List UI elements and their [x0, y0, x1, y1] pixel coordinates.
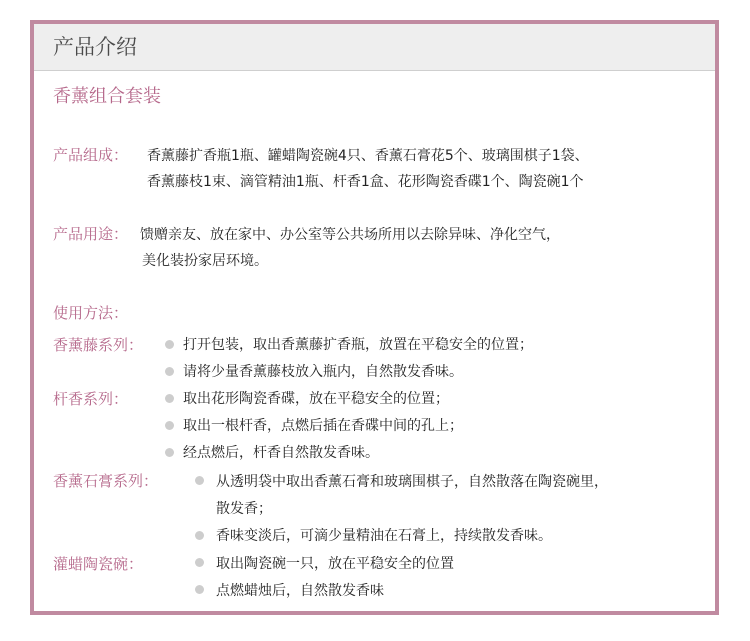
- product-intro-panel: [30, 20, 719, 615]
- method-step: 经点燃后，杆香自然散发香味。: [183, 445, 379, 461]
- bullet-icon: [195, 558, 204, 567]
- usage-line: 馈赠亲友、放在家中、办公室等公共场所用以去除异味、净化空气，: [140, 227, 560, 243]
- bullet-icon: [165, 394, 174, 403]
- method-step: 点燃蜡烛后，自然散发香味: [216, 583, 384, 599]
- series-label: 香薰藤系列：: [53, 336, 144, 354]
- composition-label: 产品组成：: [53, 146, 129, 164]
- header-bar: [34, 24, 715, 71]
- method-step: 散发香；: [216, 501, 272, 517]
- method-label: 使用方法：: [53, 304, 129, 322]
- method-step: 取出一根杆香，点燃后插在香碟中间的孔上；: [183, 418, 463, 434]
- bullet-icon: [195, 585, 204, 594]
- bullet-icon: [165, 421, 174, 430]
- method-step: 请将少量香薰藤枝放入瓶内，自然散发香味。: [183, 364, 463, 380]
- series-label: 香薰石膏系列：: [53, 472, 159, 490]
- composition-line: 香薰藤枝1束、滴管精油1瓶、杆香1盒、花形陶瓷香碟1个、陶瓷碗1个: [147, 174, 584, 190]
- method-step: 打开包装，取出香薰藤扩香瓶，放置在平稳安全的位置；: [183, 337, 533, 353]
- method-step: 取出陶瓷碗一只，放在平稳安全的位置: [216, 556, 454, 572]
- product-subtitle: 香薰组合套装: [53, 86, 161, 107]
- method-step: 从透明袋中取出香薰石膏和玻璃围棋子，自然散落在陶瓷碗里，: [216, 474, 608, 490]
- usage-line: 美化装扮家居环境。: [142, 253, 268, 269]
- bullet-icon: [165, 340, 174, 349]
- series-label: 杆香系列：: [53, 390, 129, 408]
- method-step: 取出花形陶瓷香碟，放在平稳安全的位置；: [183, 391, 449, 407]
- usage-label: 产品用途：: [53, 225, 129, 243]
- composition-line: 香薰藤扩香瓶1瓶、罐蜡陶瓷碗4只、香薰石膏花5个、玻璃围棋子1袋、: [147, 148, 589, 164]
- bullet-icon: [195, 476, 204, 485]
- bullet-icon: [165, 448, 174, 457]
- bullet-icon: [195, 531, 204, 540]
- bullet-icon: [165, 367, 174, 376]
- method-step: 香味变淡后，可滴少量精油在石膏上，持续散发香味。: [216, 528, 552, 544]
- header-title: 产品介绍: [53, 35, 137, 59]
- series-label: 灌蜡陶瓷碗：: [53, 555, 144, 573]
